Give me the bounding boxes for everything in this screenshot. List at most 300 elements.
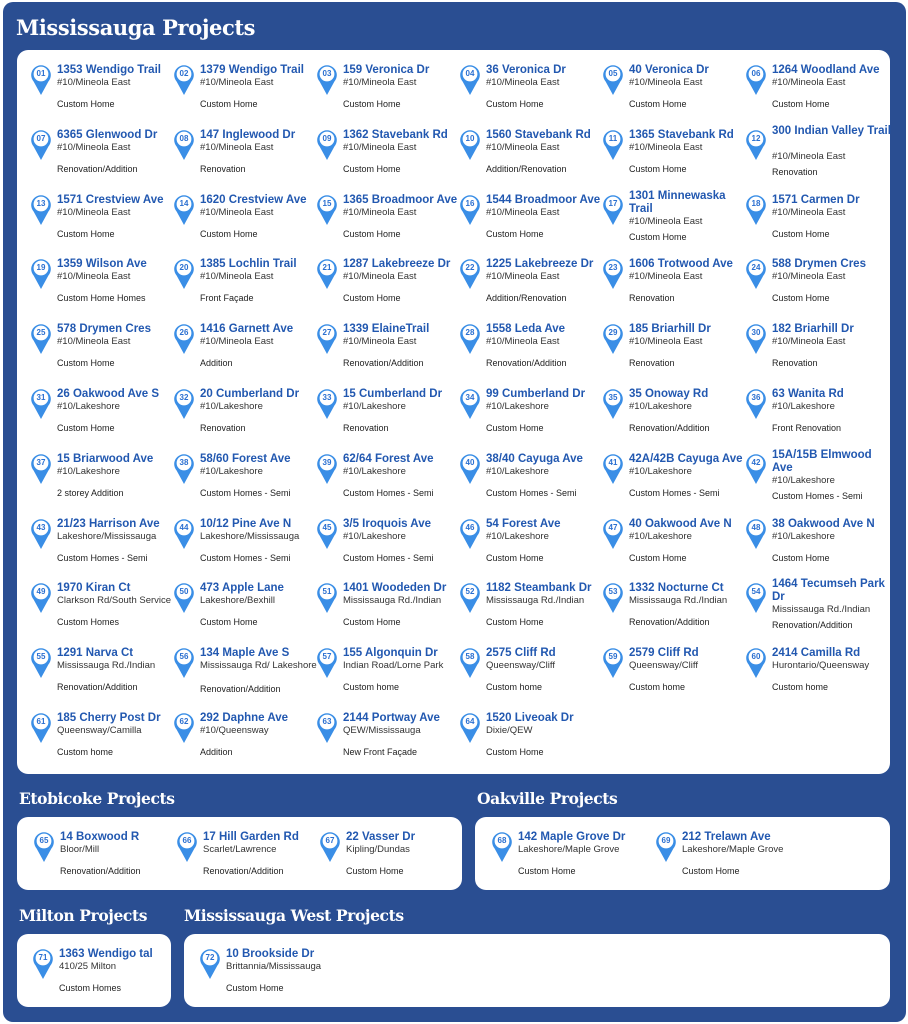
project-location: Mississauga Rd./Indian xyxy=(486,595,585,607)
project-name: 1385 Lochlin Trail xyxy=(200,258,297,271)
project-location: #10/Lakeshore xyxy=(629,530,692,542)
project-type: Custom Home xyxy=(343,163,401,174)
project-number: 24 xyxy=(751,263,761,273)
project-location: #10/Lakeshore xyxy=(486,530,549,542)
project-item xyxy=(459,453,602,515)
project-number: 16 xyxy=(465,198,475,208)
project-item xyxy=(316,388,459,450)
project-number: 26 xyxy=(179,328,189,338)
project-item xyxy=(459,64,602,126)
project-item xyxy=(33,831,176,893)
project-item xyxy=(173,194,316,256)
project-name: 36 Veronica Dr xyxy=(486,64,566,76)
project-type: Custom Home xyxy=(486,552,544,563)
project-item xyxy=(745,64,888,126)
project-item xyxy=(30,388,173,450)
project-type: Custom Home xyxy=(200,617,258,628)
project-type: Renovation xyxy=(772,358,818,369)
project-number: 57 xyxy=(322,652,332,662)
project-name: 1401 Woodeden Dr xyxy=(343,582,447,595)
project-location: Scarlet/Lawrence xyxy=(203,844,277,855)
project-item xyxy=(316,582,459,644)
project-location: #10/Mineola East xyxy=(57,141,131,153)
project-item xyxy=(316,64,459,126)
project-item xyxy=(30,194,173,256)
project-type: Custom home xyxy=(57,747,114,757)
project-item xyxy=(316,518,459,580)
project-name: 1416 Garnett Ave xyxy=(200,323,294,336)
project-number: 42 xyxy=(751,457,761,467)
project-type: Custom Home xyxy=(518,866,576,876)
mississauga-section-title: Mississauga Projects xyxy=(16,15,256,40)
project-name: 182 Briarhill Dr xyxy=(772,323,854,336)
project-number: 21 xyxy=(322,263,332,273)
project-item xyxy=(173,258,316,320)
project-name: 1363 Wendigo tal xyxy=(59,948,153,960)
project-type: Custom Home xyxy=(57,99,115,109)
project-type: Custom Homes - Semi xyxy=(343,552,434,563)
project-number: 28 xyxy=(465,328,475,338)
project-type: Custom Homes xyxy=(59,983,122,993)
project-item xyxy=(173,129,316,191)
project-name: 20 Cumberland Dr xyxy=(200,388,300,400)
project-type: Custom Home xyxy=(486,99,544,109)
project-type: Front Façade xyxy=(200,293,254,304)
project-type: Custom Homes - Semi xyxy=(486,487,577,498)
project-location: #10/Mineola East xyxy=(486,141,560,153)
project-location: #10/Mineola East xyxy=(486,77,560,88)
project-location: #10/Lakeshore xyxy=(57,401,120,412)
project-item xyxy=(459,388,602,450)
project-name: 1182 Steambank Dr xyxy=(486,582,592,595)
project-name: 1571 Carmen Dr xyxy=(772,193,860,206)
project-type: Custom Home xyxy=(200,228,258,239)
project-number: 51 xyxy=(322,587,332,597)
project-location: Mississauga Rd./Indian xyxy=(343,595,442,607)
project-location: #10/Mineola East xyxy=(343,271,417,283)
project-name: 58/60 Forest Ave xyxy=(200,452,291,465)
mississauga-west-section-title: Mississauga West Projects xyxy=(184,906,404,925)
project-number: 23 xyxy=(608,263,618,273)
project-name: 185 Briarhill Dr xyxy=(629,323,711,336)
etobicoke-projects-card xyxy=(17,817,462,890)
project-type: Custom Home xyxy=(486,423,544,433)
project-type: Custom Homes - Semi xyxy=(200,552,291,563)
project-type: Custom Home xyxy=(343,99,401,109)
project-number: 47 xyxy=(608,522,618,532)
project-name: 1365 Broadmoor Ave xyxy=(343,193,458,206)
project-name: 2575 Cliff Rd xyxy=(486,647,556,660)
project-type: Renovation xyxy=(629,293,675,304)
project-item xyxy=(199,948,342,1010)
project-type: Custom home xyxy=(772,682,829,693)
project-type: Custom Home xyxy=(346,866,404,876)
project-number: 03 xyxy=(322,69,332,78)
project-number: 32 xyxy=(179,393,189,402)
project-name: 1520 Liveoak Dr xyxy=(486,712,574,724)
project-name: 159 Veronica Dr xyxy=(343,64,430,76)
project-name: 1606 Trotwood Ave xyxy=(629,258,733,271)
project-item xyxy=(459,258,602,320)
project-name: 2579 Cliff Rd xyxy=(629,647,699,660)
project-number: 39 xyxy=(322,457,332,467)
project-location: #10/Mineola East xyxy=(57,271,131,283)
project-type: Front Renovation xyxy=(772,423,842,433)
project-name: 212 Trelawn Ave xyxy=(682,831,771,843)
project-location: #10/Lakeshore xyxy=(629,465,692,477)
project-type: Renovation/Addition xyxy=(629,423,710,433)
project-type: Custom home xyxy=(629,682,686,693)
project-location: #10/Mineola East xyxy=(57,336,131,348)
project-name: 1379 Wendigo Trail xyxy=(200,64,304,76)
project-location: Kipling/Dundas xyxy=(346,844,410,855)
project-number: 17 xyxy=(608,198,618,208)
etobicoke-section-title: Etobicoke Projects xyxy=(19,789,175,808)
project-name: 54 Forest Ave xyxy=(486,517,561,530)
project-item xyxy=(30,129,173,191)
project-location: #10/Queensway xyxy=(200,725,269,736)
project-item xyxy=(173,582,316,644)
project-type: Custom Homes - Semi xyxy=(343,487,434,498)
project-item xyxy=(173,518,316,580)
project-location: #10/Mineola East xyxy=(343,336,417,348)
project-type: 2 storey Addition xyxy=(57,487,124,498)
project-item xyxy=(745,448,888,515)
project-item xyxy=(30,582,173,644)
project-name: 588 Drymen Cres xyxy=(772,258,866,271)
project-number: 38 xyxy=(179,457,189,467)
project-item xyxy=(745,518,888,580)
project-name: 2144 Portway Ave xyxy=(343,712,440,724)
project-number: 25 xyxy=(36,328,46,338)
project-item xyxy=(173,647,316,709)
project-location: #10/Mineola East xyxy=(343,206,417,218)
project-item xyxy=(316,323,459,385)
project-number: 35 xyxy=(608,393,618,402)
project-type: Renovation/Addition xyxy=(60,866,141,876)
project-type: Renovation xyxy=(200,163,246,174)
project-item xyxy=(655,831,798,893)
project-number: 56 xyxy=(179,652,189,662)
project-name: 134 Maple Ave S xyxy=(200,647,290,660)
project-number: 01 xyxy=(36,69,46,78)
project-number: 45 xyxy=(322,522,332,532)
project-number: 59 xyxy=(608,652,618,662)
project-name: 1359 Wilson Ave xyxy=(57,258,147,271)
project-type: Renovation/Addition xyxy=(203,866,284,876)
project-item xyxy=(30,647,173,709)
project-item xyxy=(30,64,173,126)
project-item xyxy=(459,712,602,774)
project-number: 69 xyxy=(661,836,671,845)
project-number: 04 xyxy=(465,69,475,78)
project-name: 15 Cumberland Dr xyxy=(343,388,443,400)
project-location: Bloor/Mill xyxy=(60,844,100,855)
project-item xyxy=(316,712,459,774)
project-type: Custom Home xyxy=(682,866,740,876)
milton-projects-card xyxy=(17,934,171,1007)
project-item xyxy=(602,453,745,515)
project-number: 12 xyxy=(751,133,761,143)
project-name: 1560 Stavebank Rd xyxy=(486,128,591,141)
project-location: #10/Mineola East xyxy=(200,77,274,88)
project-number: 18 xyxy=(751,198,761,208)
project-location: Queensway/Cliff xyxy=(629,660,698,672)
mississauga-west-projects-card xyxy=(184,934,890,1007)
oakville-projects-card xyxy=(475,817,890,890)
project-item xyxy=(745,578,888,644)
project-number: 30 xyxy=(751,328,761,338)
mississauga-projects-card xyxy=(17,50,890,774)
project-number: 02 xyxy=(179,69,189,78)
project-location: 410/25 Milton xyxy=(59,961,117,972)
project-type: Renovation/Addition xyxy=(57,163,138,174)
project-number: 14 xyxy=(179,198,189,208)
project-type: Custom Homes - Semi xyxy=(57,552,148,563)
project-item xyxy=(602,518,745,580)
project-item xyxy=(30,323,173,385)
project-location: Lakeshore/Maple Grove xyxy=(682,844,784,855)
oakville-section-title: Oakville Projects xyxy=(477,789,618,808)
project-number: 64 xyxy=(465,717,475,726)
project-location: #10/Lakeshore xyxy=(57,465,120,477)
project-item xyxy=(30,518,173,580)
project-number: 08 xyxy=(179,133,189,143)
milton-section-title: Milton Projects xyxy=(19,906,148,925)
project-location: #10/Lakeshore xyxy=(486,465,549,477)
project-location: Mississauga Rd/ Lakeshore xyxy=(200,660,317,672)
project-item xyxy=(745,647,888,709)
project-type: Renovation xyxy=(200,423,246,433)
project-number: 67 xyxy=(325,836,335,845)
project-type: Addition/Renovation xyxy=(486,163,567,174)
project-location: #10/Mineola East xyxy=(772,336,846,348)
project-item xyxy=(459,518,602,580)
project-location: Mississauga Rd./Indian xyxy=(772,604,871,616)
project-item xyxy=(173,64,316,126)
project-name: 1571 Crestview Ave xyxy=(57,193,164,206)
project-item xyxy=(30,712,173,774)
project-item xyxy=(173,712,316,774)
project-type: Custom Home xyxy=(772,552,830,563)
project-type: Custom Home xyxy=(772,293,830,304)
project-type: Custom Home xyxy=(772,228,830,239)
project-name: 300 Indian Valley Trail xyxy=(772,124,891,137)
project-number: 55 xyxy=(36,652,46,662)
project-name: 1225 Lakebreeze Dr xyxy=(486,258,594,271)
project-type: Custom Home xyxy=(486,747,544,757)
project-number: 29 xyxy=(608,328,618,338)
project-item xyxy=(459,582,602,644)
project-location: #10/Mineola East xyxy=(57,206,131,218)
project-location: #10/Mineola East xyxy=(486,336,560,348)
project-item xyxy=(30,453,173,515)
project-item xyxy=(745,194,888,256)
project-item xyxy=(32,948,175,1010)
project-location: #10/Lakeshore xyxy=(200,401,263,412)
project-number: 13 xyxy=(36,198,46,208)
project-location: Lakeshore/Maple Grove xyxy=(518,844,620,855)
project-type: Custom home xyxy=(486,682,543,693)
project-number: 09 xyxy=(322,133,332,143)
project-type: Custom Home Homes xyxy=(57,293,146,304)
project-number: 53 xyxy=(608,587,618,597)
project-type: Custom Home xyxy=(200,99,258,109)
project-name: 38/40 Cayuga Ave xyxy=(486,452,583,465)
project-item xyxy=(176,831,319,893)
project-name: 1620 Crestview Ave xyxy=(200,193,307,206)
project-item xyxy=(173,388,316,450)
project-name: 15A/15B Elmwood Ave xyxy=(772,448,872,474)
project-name: 578 Drymen Cres xyxy=(57,323,151,336)
project-name: 63 Wanita Rd xyxy=(772,388,844,400)
project-item xyxy=(173,323,316,385)
project-number: 06 xyxy=(751,69,761,78)
project-name: 26 Oakwood Ave S xyxy=(57,388,160,400)
project-name: 3/5 Iroquois Ave xyxy=(343,517,431,530)
project-location: Lakeshore/Mississauga xyxy=(57,530,157,542)
project-type: Custom Home xyxy=(629,99,687,109)
project-name: 1544 Broadmoor Ave xyxy=(486,193,601,206)
project-name: 10 Brookside Dr xyxy=(226,948,315,960)
project-location: Mississauga Rd./Indian xyxy=(629,595,728,607)
project-type: Custom Homes xyxy=(57,617,120,628)
project-number: 36 xyxy=(751,393,761,402)
project-name: 40 Oakwood Ave N xyxy=(629,517,732,530)
project-type: Renovation/Addition xyxy=(200,684,281,695)
project-number: 48 xyxy=(751,522,761,532)
project-location: Lakeshore/Mississauga xyxy=(200,530,300,542)
project-location: #10/Mineola East xyxy=(629,141,703,153)
project-name: 473 Apple Lane xyxy=(200,582,284,595)
project-item xyxy=(745,388,888,450)
project-item xyxy=(491,831,634,893)
project-location: #10/Mineola East xyxy=(629,271,703,283)
project-number: 50 xyxy=(179,587,189,597)
project-location: #10/Mineola East xyxy=(772,77,846,88)
project-number: 63 xyxy=(322,717,332,726)
project-location: #10/Lakeshore xyxy=(486,401,549,412)
project-type: Custom Home xyxy=(772,99,830,109)
project-type: Custom Homes - Semi xyxy=(200,487,291,498)
project-location: #10/Lakeshore xyxy=(343,401,406,412)
project-name: 1332 Nocturne Ct xyxy=(629,582,724,595)
project-type: Renovation/Addition xyxy=(629,617,710,628)
project-location: #10/Mineola East xyxy=(486,206,560,218)
project-type: Renovation xyxy=(343,423,389,433)
project-type: Custom Home xyxy=(343,617,401,628)
project-number: 72 xyxy=(205,953,215,962)
project-number: 43 xyxy=(36,522,46,532)
project-name: 1291 Narva Ct xyxy=(57,647,134,660)
project-number: 34 xyxy=(465,393,475,402)
project-name: 14 Boxwood R xyxy=(60,831,140,843)
project-number: 40 xyxy=(465,457,475,467)
project-location: #10/Mineola East xyxy=(772,150,846,162)
project-name: 1464 Tecumseh Park Dr xyxy=(772,578,885,604)
project-location: QEW/Mississauga xyxy=(343,725,421,736)
project-type: Custom Home xyxy=(486,228,544,239)
project-type: Custom Home xyxy=(629,552,687,563)
project-type: Renovation xyxy=(772,166,818,177)
project-item xyxy=(459,194,602,256)
project-name: 1339 ElaineTrail xyxy=(343,323,430,336)
project-name: 62/64 Forest Ave xyxy=(343,452,434,465)
project-number: 11 xyxy=(608,133,618,143)
project-item xyxy=(459,323,602,385)
project-location: Dixie/QEW xyxy=(486,725,533,736)
project-location: Queensway/Cliff xyxy=(486,660,555,672)
project-item xyxy=(602,323,745,385)
project-name: 42A/42B Cayuga Ave xyxy=(629,452,743,465)
project-type: New Front Façade xyxy=(343,747,418,757)
project-location: #10/Lakeshore xyxy=(343,530,406,542)
project-type: Custom Home xyxy=(486,617,544,628)
project-number: 22 xyxy=(465,263,475,273)
project-name: 2414 Camilla Rd xyxy=(772,647,861,660)
project-item xyxy=(745,323,888,385)
project-number: 10 xyxy=(465,133,475,143)
project-type: Renovation/Addition xyxy=(772,620,853,631)
project-location: #10/Mineola East xyxy=(629,336,703,348)
project-type: Custom Home xyxy=(226,983,284,993)
project-location: Clarkson Rd/South Service xyxy=(57,595,172,607)
project-item xyxy=(602,64,745,126)
project-number: 46 xyxy=(465,522,475,532)
project-name: 10/12 Pine Ave N xyxy=(200,517,292,530)
project-item xyxy=(602,258,745,320)
project-item xyxy=(30,258,173,320)
project-number: 31 xyxy=(36,393,46,402)
project-name: 35 Onoway Rd xyxy=(629,388,709,400)
project-number: 07 xyxy=(36,133,46,143)
project-name: 40 Veronica Dr xyxy=(629,64,709,76)
project-number: 52 xyxy=(465,587,475,597)
project-item xyxy=(316,129,459,191)
project-name: 15 Briarwood Ave xyxy=(57,452,154,465)
project-name: 21/23 Harrison Ave xyxy=(57,517,160,530)
project-location: #10/Mineola East xyxy=(486,271,560,283)
project-number: 61 xyxy=(36,717,46,726)
project-type: Custom Homes - Semi xyxy=(629,487,720,498)
project-number: 66 xyxy=(182,836,192,845)
project-item xyxy=(745,258,888,320)
project-name: 1365 Stavebank Rd xyxy=(629,128,734,141)
project-type: Custom Home xyxy=(57,228,115,239)
project-type: Renovation/Addition xyxy=(486,358,567,369)
project-location: #10/Mineola East xyxy=(629,77,703,88)
project-location: #10/Mineola East xyxy=(772,271,846,283)
project-number: 33 xyxy=(322,393,332,402)
project-name: 17 Hill Garden Rd xyxy=(203,831,299,843)
project-type: Custom home xyxy=(343,682,400,693)
project-name: 1287 Lakebreeze Dr xyxy=(343,258,451,271)
project-location: Indian Road/Lorne Park xyxy=(343,660,444,672)
project-name: 99 Cumberland Dr xyxy=(486,388,586,400)
project-number: 41 xyxy=(608,457,618,467)
project-name: 1264 Woodland Ave xyxy=(772,64,880,76)
project-location: #10/Lakeshore xyxy=(200,465,263,477)
project-item xyxy=(745,124,891,191)
project-number: 58 xyxy=(465,652,475,662)
project-number: 20 xyxy=(179,263,189,273)
project-item xyxy=(459,647,602,709)
project-item xyxy=(602,129,745,191)
project-name: 1558 Leda Ave xyxy=(486,323,566,336)
project-location: #10/Lakeshore xyxy=(772,530,835,542)
project-item xyxy=(602,388,745,450)
project-location: Mississauga Rd./Indian xyxy=(57,660,156,672)
